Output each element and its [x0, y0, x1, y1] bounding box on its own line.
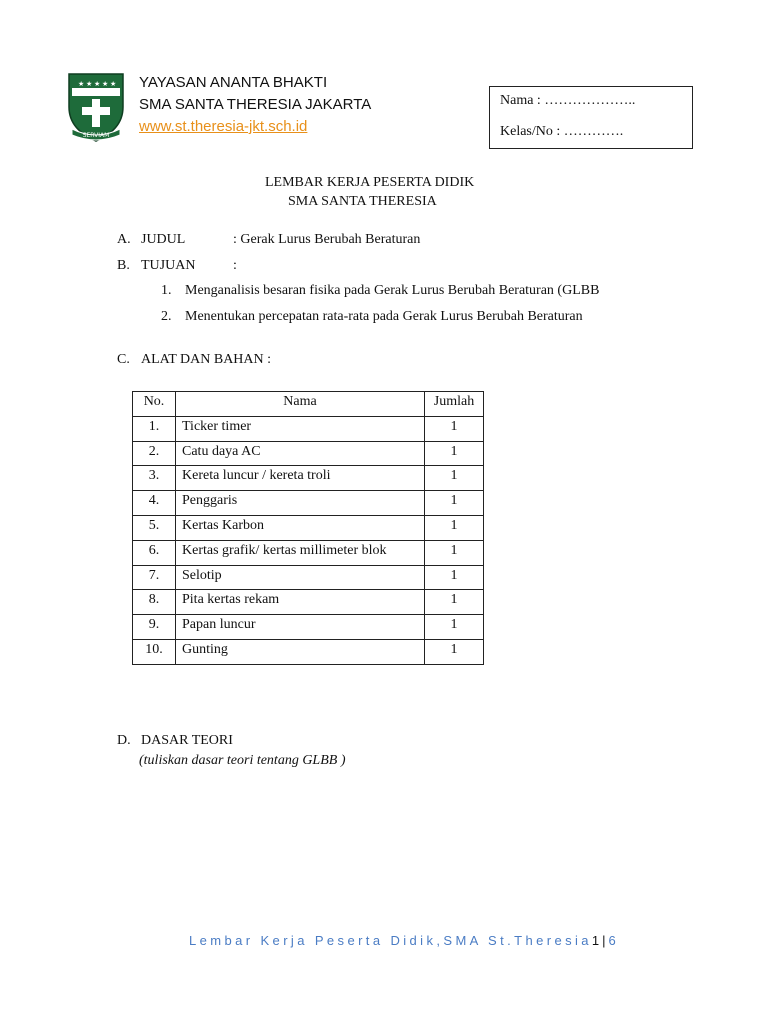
svg-text:★: ★: [94, 80, 101, 88]
cell-nama: Papan luncur: [176, 615, 425, 640]
footer-text: Lembar Kerja Peserta Didik,SMA St.Theresia: [189, 933, 592, 948]
cell-no: 4.: [133, 491, 176, 516]
cell-jumlah: 1: [425, 416, 484, 441]
cell-jumlah: 1: [425, 565, 484, 590]
cell-nama: Pita kertas rekam: [176, 590, 425, 615]
section-letter: A.: [117, 232, 131, 247]
cell-no: 9.: [133, 615, 176, 640]
section-dasar-teori: [117, 733, 233, 749]
cell-nama: Gunting: [176, 639, 425, 664]
table-row: [133, 639, 484, 664]
cell-no: 7.: [133, 565, 176, 590]
cell-no: 6.: [133, 540, 176, 565]
worksheet-subtitle: SMA SANTA THERESIA: [288, 194, 437, 209]
table-header-row: [133, 392, 484, 417]
table-row: [133, 565, 484, 590]
org-name: YAYASAN ANANTA BHAKTI: [139, 74, 328, 91]
section-key: TUJUAN: [141, 258, 196, 273]
student-id-box: [489, 86, 693, 149]
list-item: [161, 283, 599, 299]
website-link[interactable]: www.st.theresia-jkt.sch.id: [139, 118, 308, 135]
table-row: [133, 466, 484, 491]
list-text: Menganalisis besaran fisika pada Gerak Lurus Berubah Beraturan (GLBB: [185, 283, 600, 298]
section-letter: D.: [117, 733, 131, 748]
worksheet-title: LEMBAR KERJA PESERTA DIDIK: [265, 175, 475, 190]
instruction-note: (tuliskan dasar teori tentang GLBB ): [139, 753, 346, 768]
cell-nama: Selotip: [176, 565, 425, 590]
table-row: [133, 515, 484, 540]
cell-nama: Kertas grafik/ kertas millimeter blok: [176, 540, 425, 565]
cell-no: 10.: [133, 639, 176, 664]
school-logo: [66, 71, 126, 143]
cell-nama: Kertas Karbon: [176, 515, 425, 540]
school-name: SMA SANTA THERESIA JAKARTA: [139, 96, 372, 113]
section-letter: B.: [117, 258, 130, 273]
table-row: [133, 491, 484, 516]
table-row: [133, 416, 484, 441]
cell-nama: Ticker timer: [176, 416, 425, 441]
cell-jumlah: 1: [425, 590, 484, 615]
list-text: Menentukan percepatan rata-rata pada Gerak Lurus Berubah Beraturan: [185, 309, 583, 324]
cell-jumlah: 1: [425, 491, 484, 516]
materials-table: [132, 391, 484, 665]
column-header-nama: Nama: [176, 392, 425, 417]
cell-jumlah: 1: [425, 639, 484, 664]
list-number: 1.: [161, 283, 172, 298]
section-value: : Gerak Lurus Berubah Beraturan: [233, 232, 421, 247]
cell-jumlah: 1: [425, 615, 484, 640]
logo-motto: SERVIAM: [82, 132, 110, 139]
section-key: JUDUL: [141, 232, 186, 247]
cell-no: 5.: [133, 515, 176, 540]
section-heading: ALAT DAN BAHAN :: [141, 352, 272, 367]
list-number: 2.: [161, 309, 172, 324]
cell-jumlah: 1: [425, 515, 484, 540]
page-number: 1: [591, 933, 600, 948]
table-row: [133, 590, 484, 615]
cell-nama: Kereta luncur / kereta troli: [176, 466, 425, 491]
column-header-jumlah: Jumlah: [425, 392, 484, 417]
section-heading: DASAR TEORI: [141, 733, 233, 748]
cell-jumlah: 1: [425, 441, 484, 466]
section-letter: C.: [117, 352, 130, 367]
list-item: [161, 309, 583, 325]
cell-no: 1.: [133, 416, 176, 441]
cell-jumlah: 1: [425, 466, 484, 491]
section-judul: [117, 232, 420, 248]
column-header-no: No.: [133, 392, 176, 417]
nama-field[interactable]: Nama : ………………..: [500, 93, 636, 108]
svg-text:★: ★: [78, 80, 85, 88]
cell-nama: Catu daya AC: [176, 441, 425, 466]
table-row: [133, 540, 484, 565]
kelas-field[interactable]: Kelas/No : ………….: [500, 124, 624, 139]
cell-jumlah: 1: [425, 540, 484, 565]
table-row: [133, 615, 484, 640]
svg-text:★: ★: [102, 80, 109, 88]
table-row: [133, 441, 484, 466]
cell-no: 2.: [133, 441, 176, 466]
footer-separator: |: [602, 933, 606, 948]
cell-no: 8.: [133, 590, 176, 615]
cell-nama: Penggaris: [176, 491, 425, 516]
svg-text:★: ★: [110, 80, 117, 88]
section-alat-bahan: [117, 352, 271, 368]
section-tujuan: [117, 258, 237, 274]
svg-text:★: ★: [86, 80, 93, 88]
page-footer: [189, 933, 616, 948]
cell-no: 3.: [133, 466, 176, 491]
page-total: 6: [608, 933, 616, 948]
section-value: :: [233, 258, 237, 273]
